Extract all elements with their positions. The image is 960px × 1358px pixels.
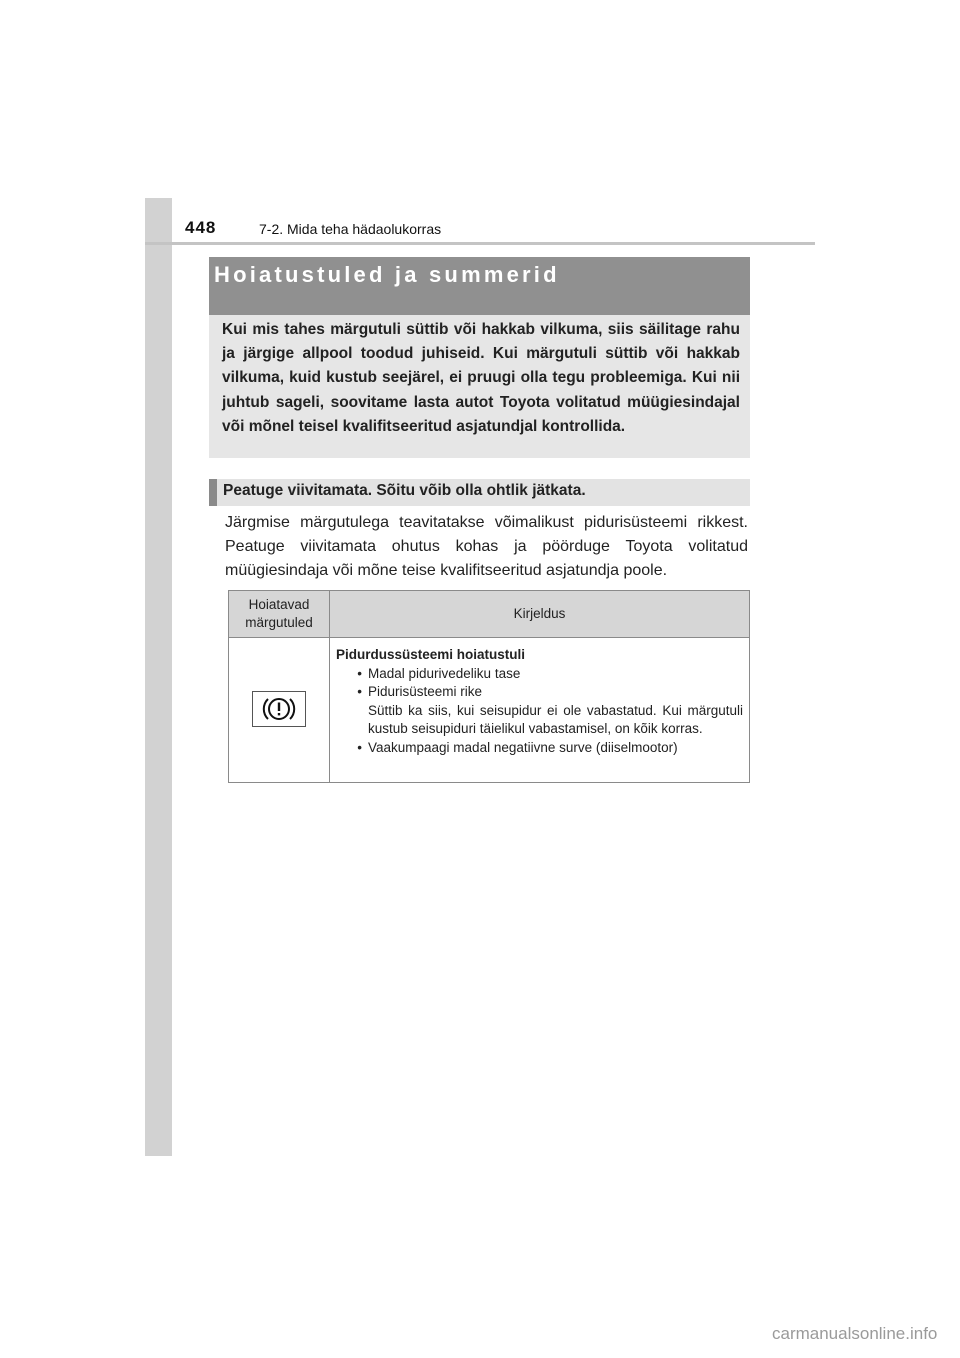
table-cell-description (330, 638, 750, 783)
side-strip (145, 198, 172, 1156)
table-header-description: Kirjeldus (330, 591, 750, 638)
section-title: 7-2. Mida teha hädaolukorras (259, 221, 442, 237)
warning-lights-table (228, 590, 750, 783)
list-item-subtext: Süttib ka siis, kui seisupidur ei ole vabastatud. Kui märgutuli kustub seisupiduri täielikul vabastamisel, on kõik korras. (368, 702, 743, 736)
table-header-row (229, 591, 750, 638)
header-divider (145, 242, 815, 245)
list-item (336, 665, 743, 684)
table-cell-icon (229, 638, 330, 783)
intro-text: Kui mis tahes märgutuli süttib või hakkab vilkuma, siis säilitage rahu ja järgige allpool toodud juhiseid. Kui märgutuli süttib või hakkab vilkuma, kuid kustub seejärel, ei pruugi olla tegu probleemiga. Kui nii juhtub sageli, soovitame lasta autot Toyota volitatud müügiesindajal või mõnel teisel kvalifitseeritud asjatundjal kontrollida. (222, 321, 740, 435)
watermark: carmanualsonline.info (772, 1324, 938, 1343)
page-title: Hoiatustuled ja summerid (214, 262, 560, 287)
list-item-text: Madal pidurivedeliku tase (368, 665, 521, 681)
bullet: • (357, 684, 362, 699)
body-text: Järgmise märgutulega teavitatakse võimalikust pidurisüsteemi rikkest. Peatuge viivitamata ohutus kohas ja pöörduge Toyota volitatud müügiesindaja või mõne teise kvalifitseeritud asjatundja poole. (225, 514, 748, 579)
table-row (229, 638, 750, 783)
list-item-text: Vaakumpaagi madal negatiivne surve (diiselmootor) (368, 739, 678, 755)
list-item-text: Pidurisüsteemi rike (368, 684, 483, 699)
brake-warning-icon (252, 691, 306, 727)
warning-heading: Peatuge viivitamata. Sõitu võib olla ohtlik jätkata. (223, 482, 586, 499)
bullet: • (357, 739, 362, 755)
list-item (336, 739, 743, 758)
page-number: 448 (185, 218, 217, 237)
bullet: • (357, 665, 362, 681)
row-title: Pidurdussüsteemi hoiatustuli (336, 647, 526, 662)
list-item (336, 683, 743, 702)
table-header-lights: Hoiatavad märgutuled (229, 591, 330, 638)
